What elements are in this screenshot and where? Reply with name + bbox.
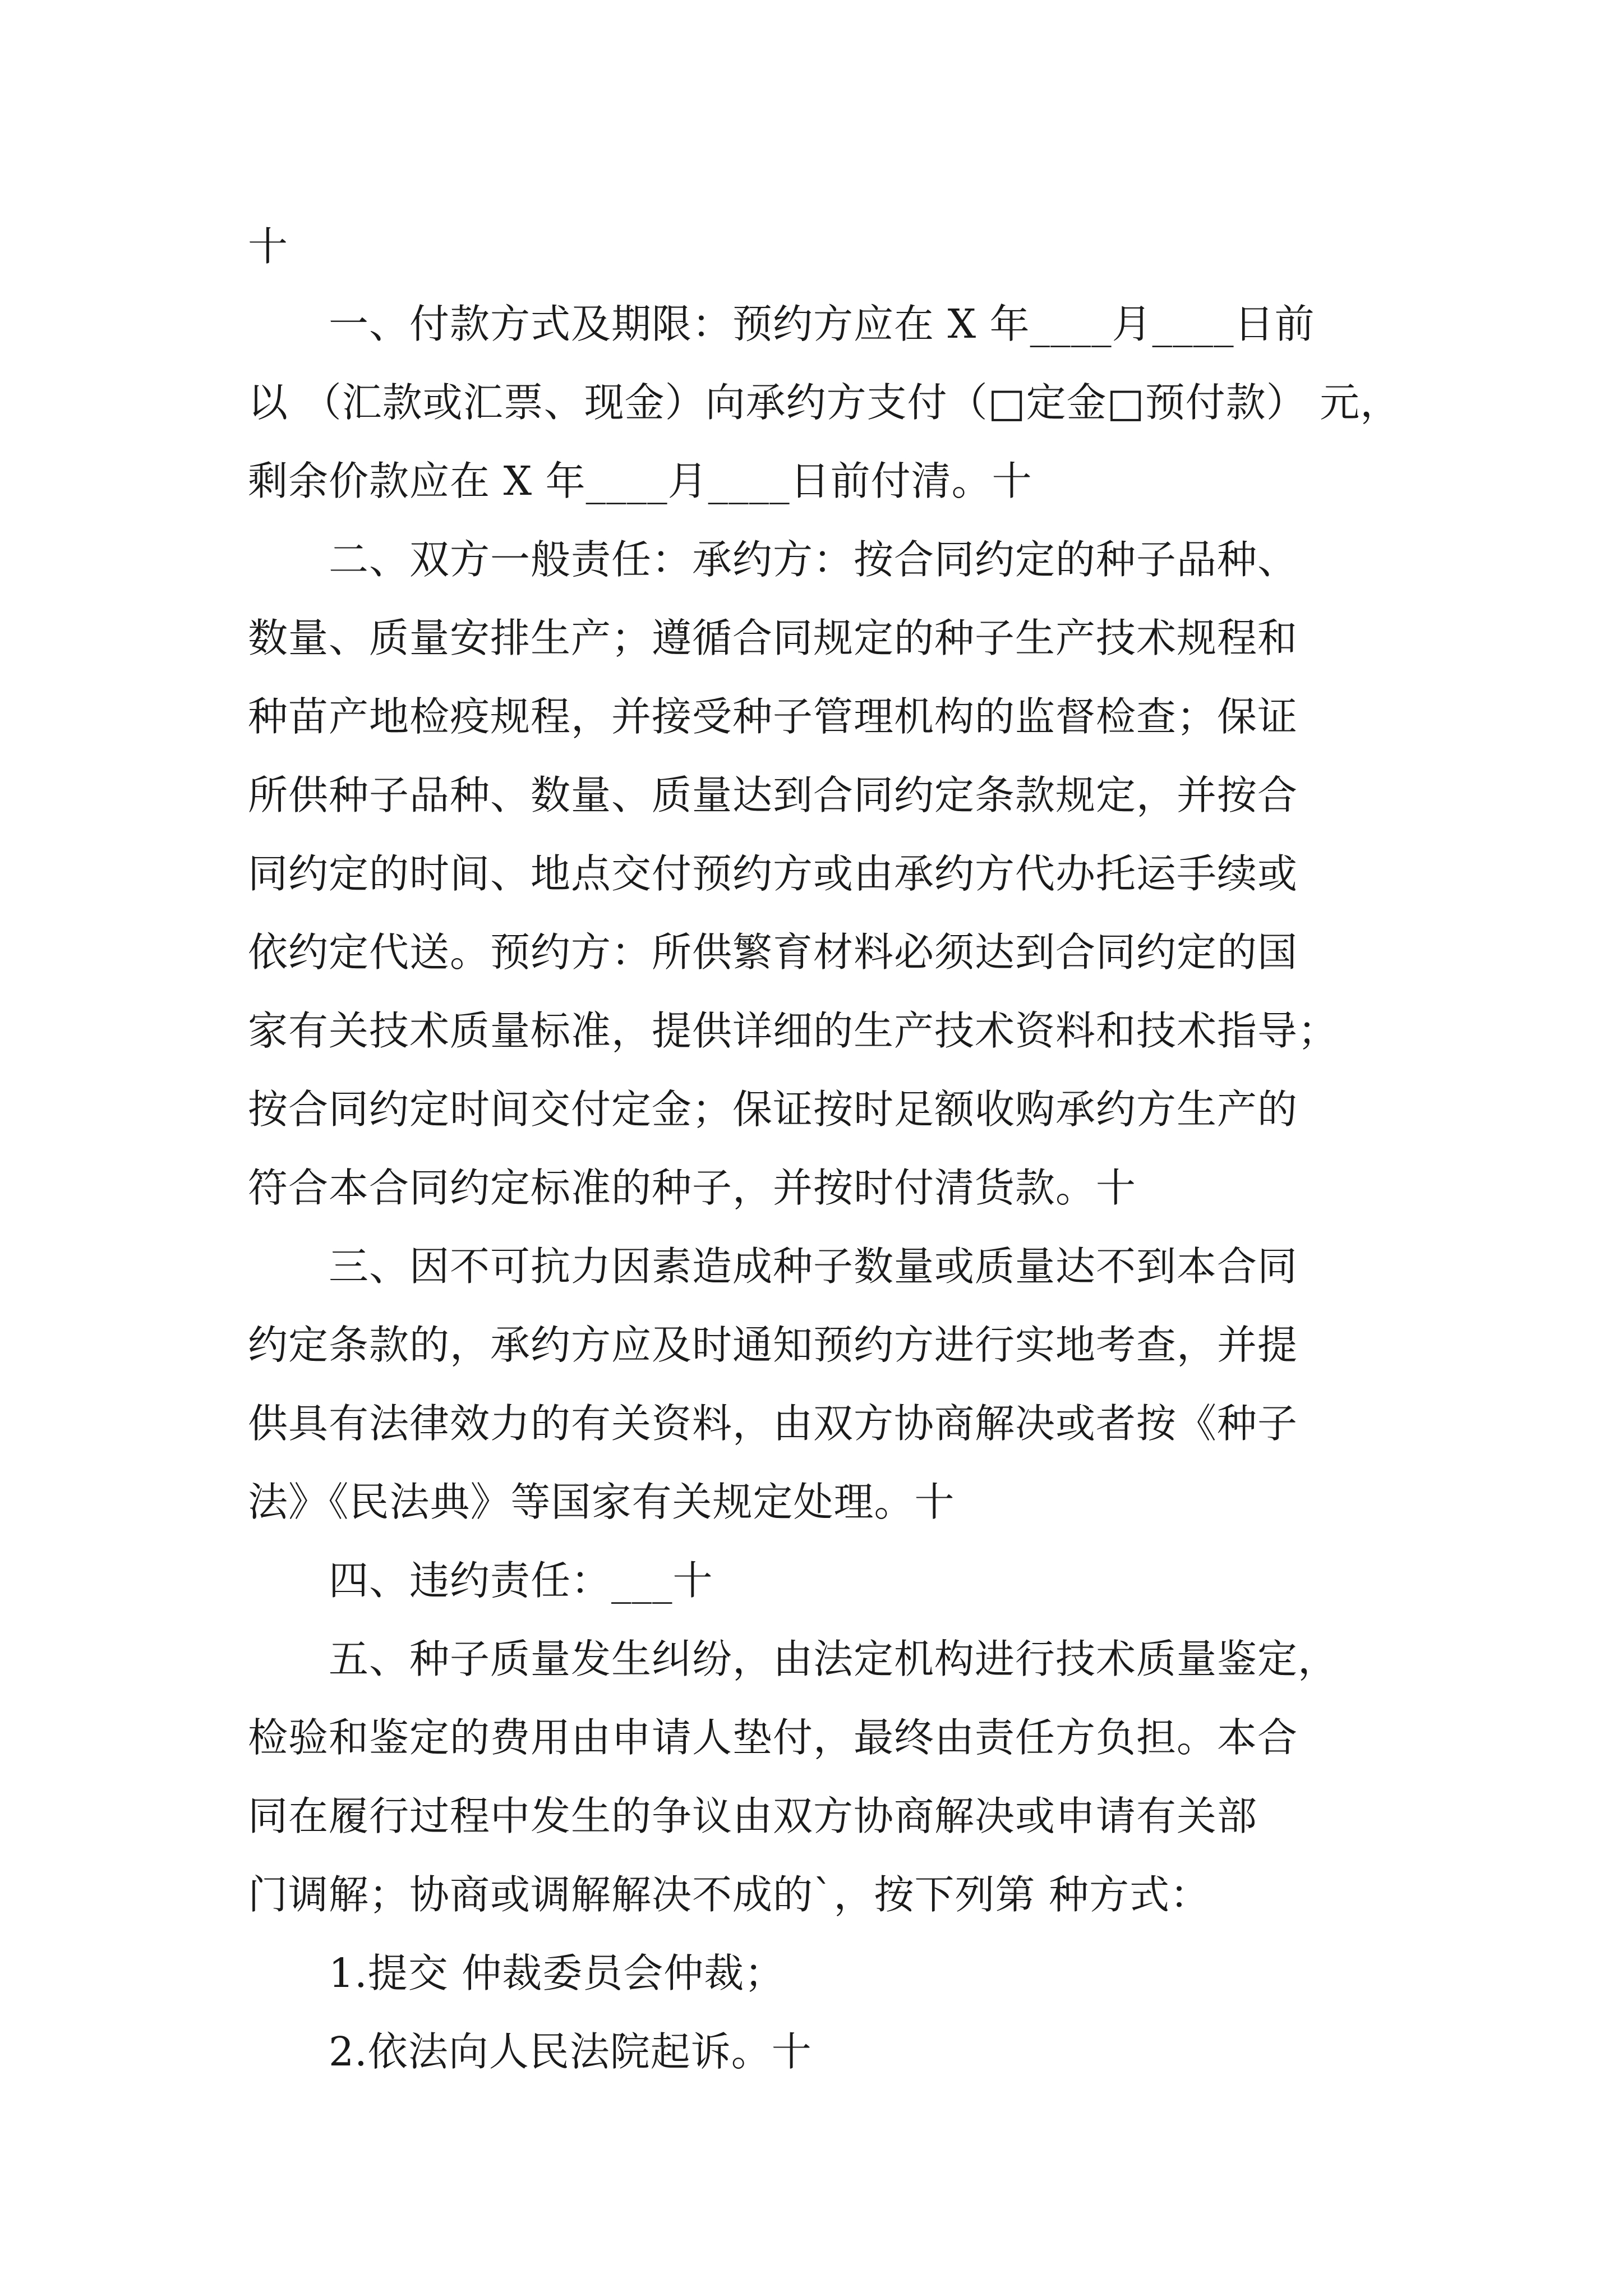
line-21: 门调解；协商或调解解决不成的`，按下列第 种方式： [248, 1871, 1211, 1918]
line-22: 1.提交 仲裁委员会仲裁； [248, 1950, 785, 1996]
line-8: 同约定的时间、地点交付预约方或由承约方代办托运手续或 [248, 850, 1298, 897]
line-18: 五、种子质量发生纠纷，由法定机构进行技术质量鉴定， [248, 1636, 1339, 1682]
line-12: 符合本合同约定标准的种子，并按时付清货款。十 [248, 1165, 1137, 1211]
line-17: 四、违约责任：___十 [248, 1557, 713, 1604]
line-5: 数量、质量安排生产；遵循合同规定的种子生产技术规程和 [248, 615, 1298, 661]
line-4: 二、双方一般责任：承约方：按合同约定的种子品种、 [248, 536, 1298, 583]
line-16: 法》《民法典》等国家有关规定处理。十 [248, 1479, 955, 1525]
line-15: 供具有法律效力的有关资料，由双方协商解决或者按《种子 [248, 1400, 1298, 1447]
line-2: 以 （汇款或汇票、现金）向承约方支付（□定金□预付款） 元， [248, 379, 1401, 426]
line-1: 一、付款方式及期限：预约方应在 X 年____月____日前 [248, 301, 1315, 347]
line-3: 剩余价款应在 X 年____月____日前付清。十 [248, 458, 1032, 504]
line-13: 三、因不可抗力因素造成种子数量或质量达不到本合同 [248, 1243, 1298, 1290]
line-23: 2.依法向人民法院起诉。十 [248, 2028, 812, 2075]
top-mark: 十 [248, 223, 288, 270]
line-6: 种苗产地检疫规程，并接受种子管理机构的监督检查；保证 [248, 693, 1298, 740]
line-20: 同在履行过程中发生的争议由双方协商解决或申请有关部 [248, 1793, 1258, 1839]
line-9: 依约定代送。预约方：所供繁育材料必须达到合同约定的国 [248, 929, 1298, 976]
line-11: 按合同约定时间交付定金；保证按时足额收购承约方生产的 [248, 1086, 1298, 1133]
line-7: 所供种子品种、数量、质量达到合同约定条款规定，并按合 [248, 772, 1298, 818]
line-10: 家有关技术质量标准，提供详细的生产技术资料和技术指导； [248, 1007, 1339, 1054]
line-19: 检验和鉴定的费用由申请人垫付，最终由责任方负担。本合 [248, 1714, 1298, 1761]
line-14: 约定条款的，承约方应及时通知预约方进行实地考查，并提 [248, 1322, 1298, 1368]
